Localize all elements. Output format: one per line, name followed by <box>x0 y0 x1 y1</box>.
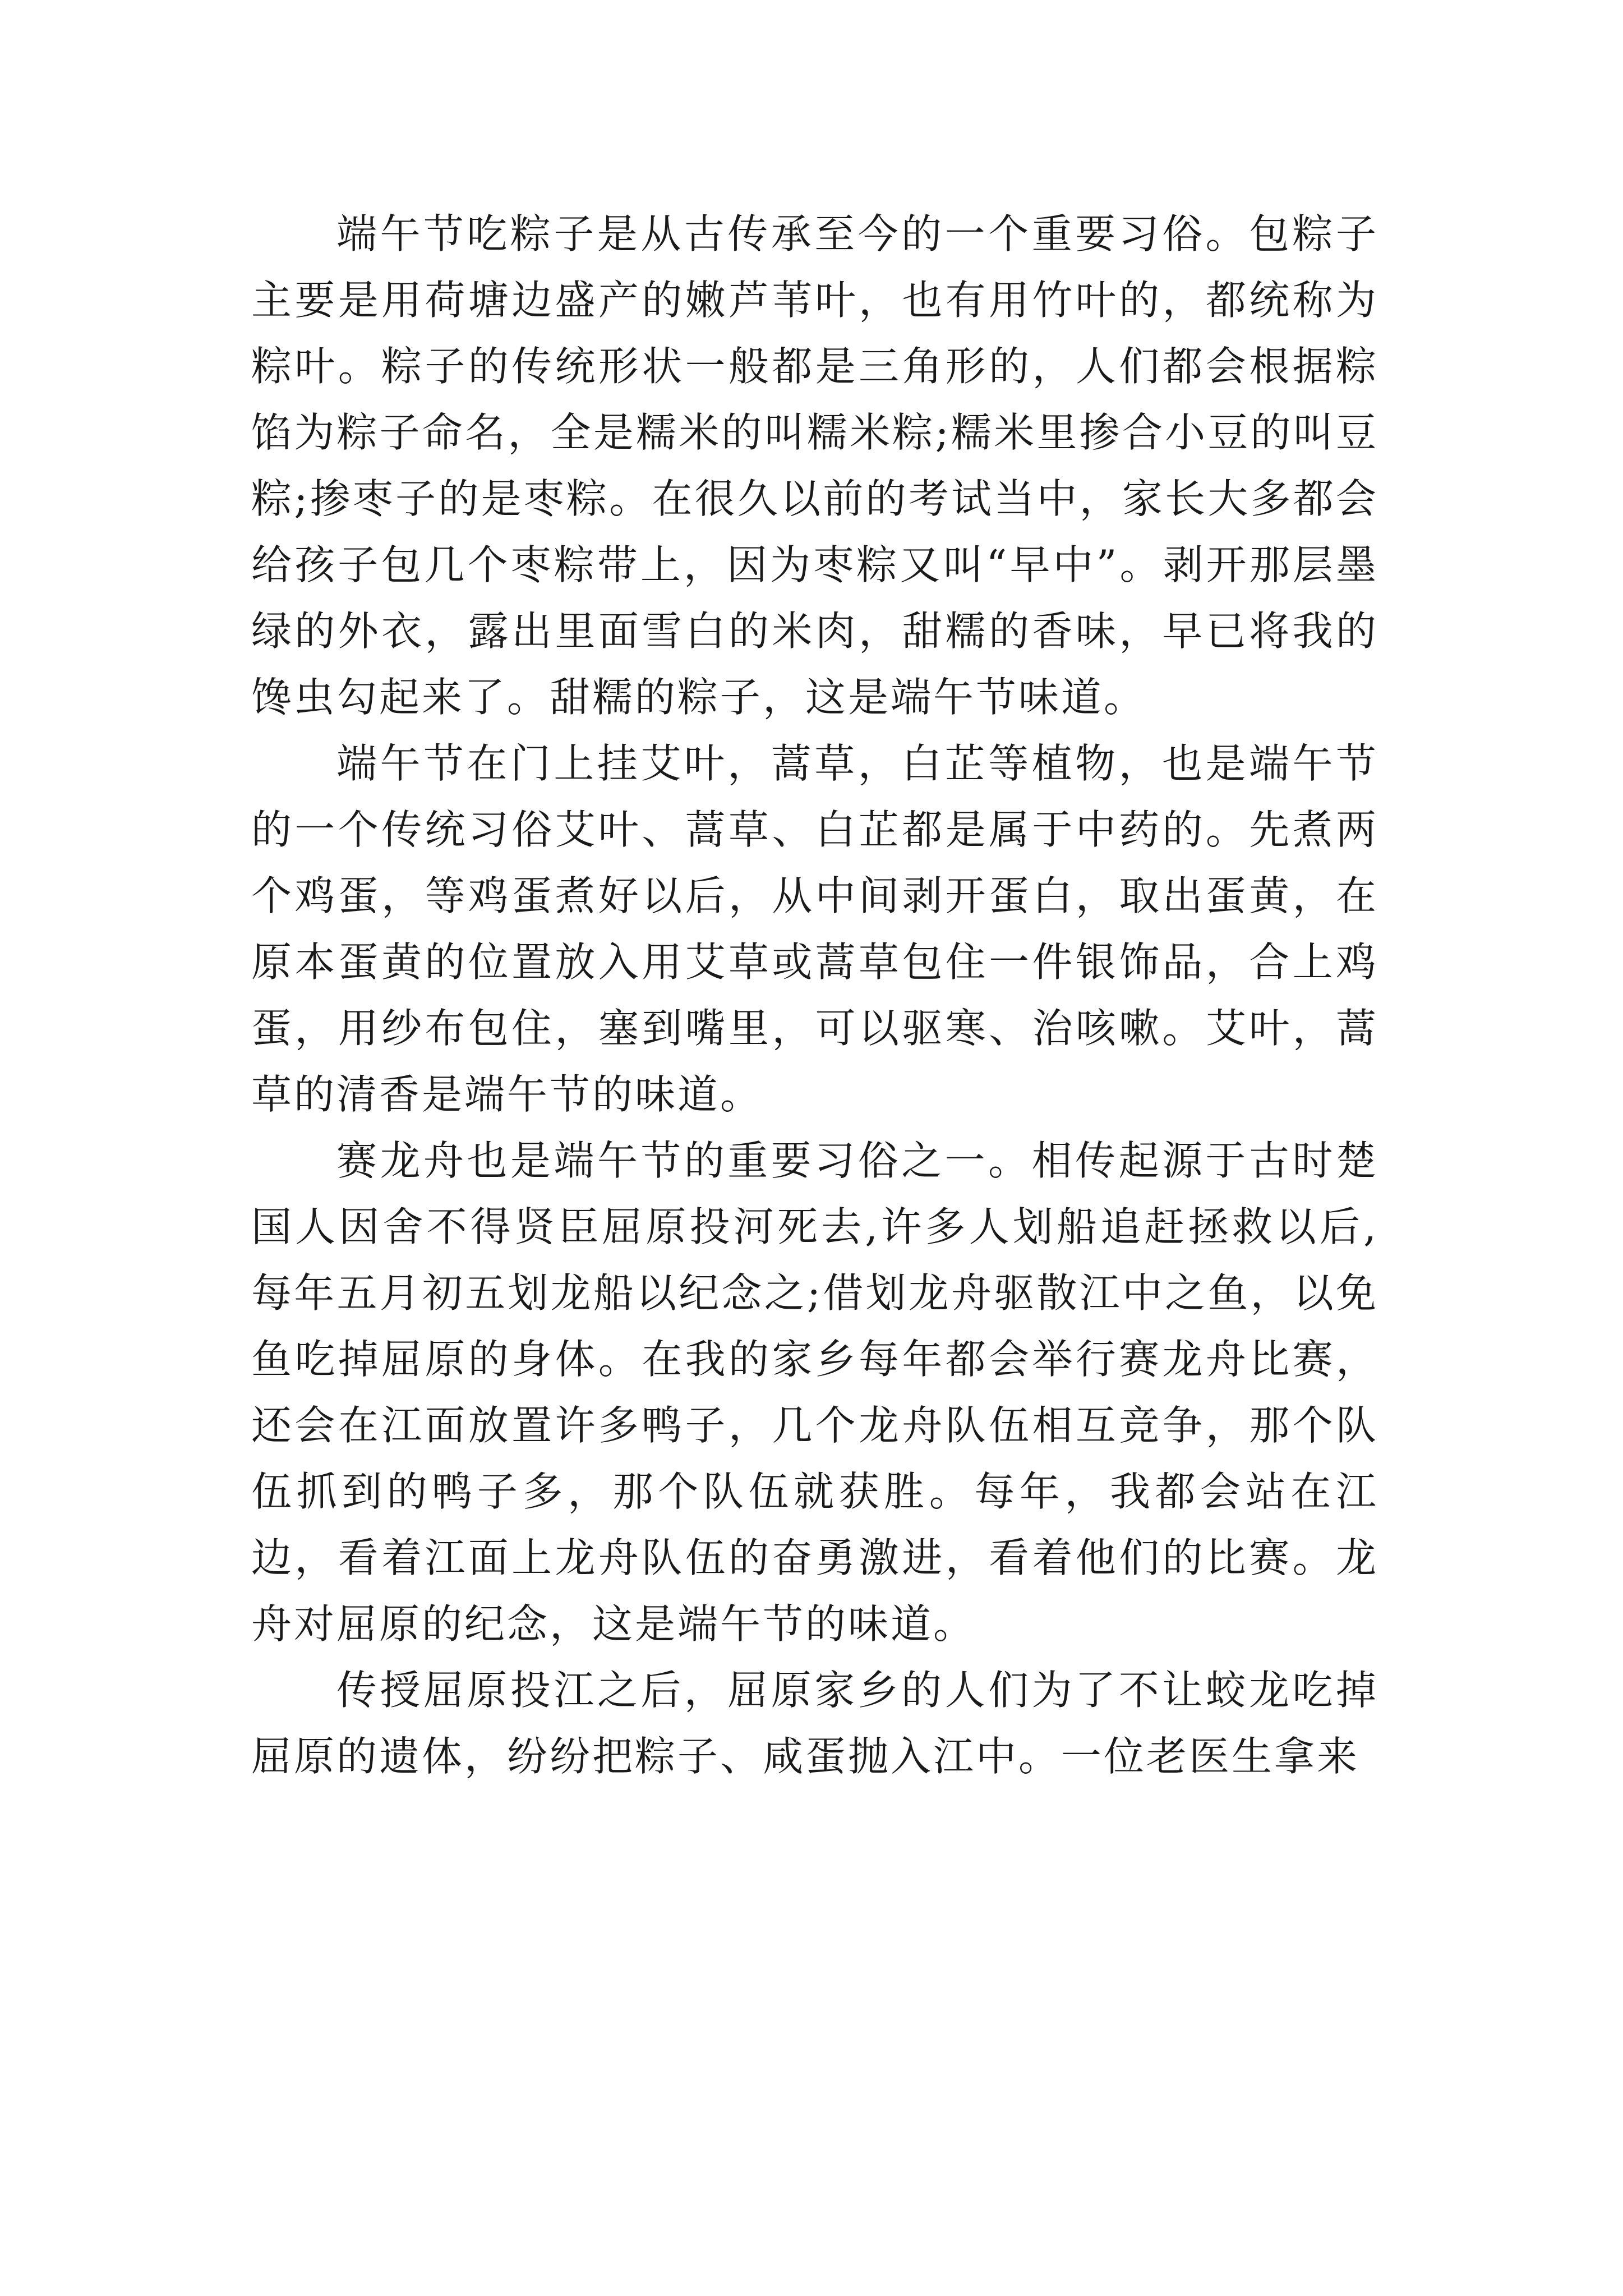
paragraph-zongzi: 端午节吃粽子是从古传承至今的一个重要习俗。包粽子主要是用荷塘边盛产的嫩芦苇叶，也有用竹叶的，都统称为粽叶。粽子的传统形状一般都是三角形的，人们都会根据粽馅为粽子命名，全是糯米的叫糯米粽;糯米里掺合小豆的叫豆粽;掺枣子的是枣粽。在很久以前的考试当中，家长大多都会给孩子包几个枣粽带上，因为枣粽又叫“早中”。剥开那层墨绿的外衣，露出里面雪白的米肉，甜糯的香味，早已将我的馋虫勾起来了。甜糯的粽子，这是端午节味道。 <box>251 210 1378 721</box>
paragraph-qu-yuan: 传授屈原投江之后，屈原家乡的人们为了不让蛟龙吃掉屈原的遗体，纷纷把粽子、咸蛋抛入江中。一位老医生拿来 <box>251 1667 1378 1780</box>
paragraph-dragon-boat: 赛龙舟也是端午节的重要习俗之一。相传起源于古时楚国人因舍不得贤臣屈原投河死去,许多人划船追赶拯救以后,每年五月初五划龙船以纪念之;借划龙舟驱散江中之鱼，以免鱼吃掉屈原的身体。在我的家乡每年都会举行赛龙舟比赛，还会在江面放置许多鸭子，几个龙舟队伍相互竞争，那个队伍抓到的鸭子多，那个队伍就获胜。每年，我都会站在江边，看着江面上龙舟队伍的奋勇激进，看着他们的比赛。龙舟对屈原的纪念，这是端午节的味道。 <box>251 1137 1378 1648</box>
paragraph-aiye: 端午节在门上挂艾叶，蒿草，白芷等植物，也是端午节的一个传统习俗艾叶、蒿草、白芷都是属于中药的。先煮两个鸡蛋，等鸡蛋煮好以后，从中间剥开蛋白，取出蛋黄，在原本蛋黄的位置放入用艾草或蒿草包住一件银饰品，合上鸡蛋，用纱布包住，塞到嘴里，可以驱寒、治咳嗽。艾叶，蒿草的清香是端午节的味道。 <box>251 740 1378 1118</box>
document-body <box>251 201 1378 1789</box>
